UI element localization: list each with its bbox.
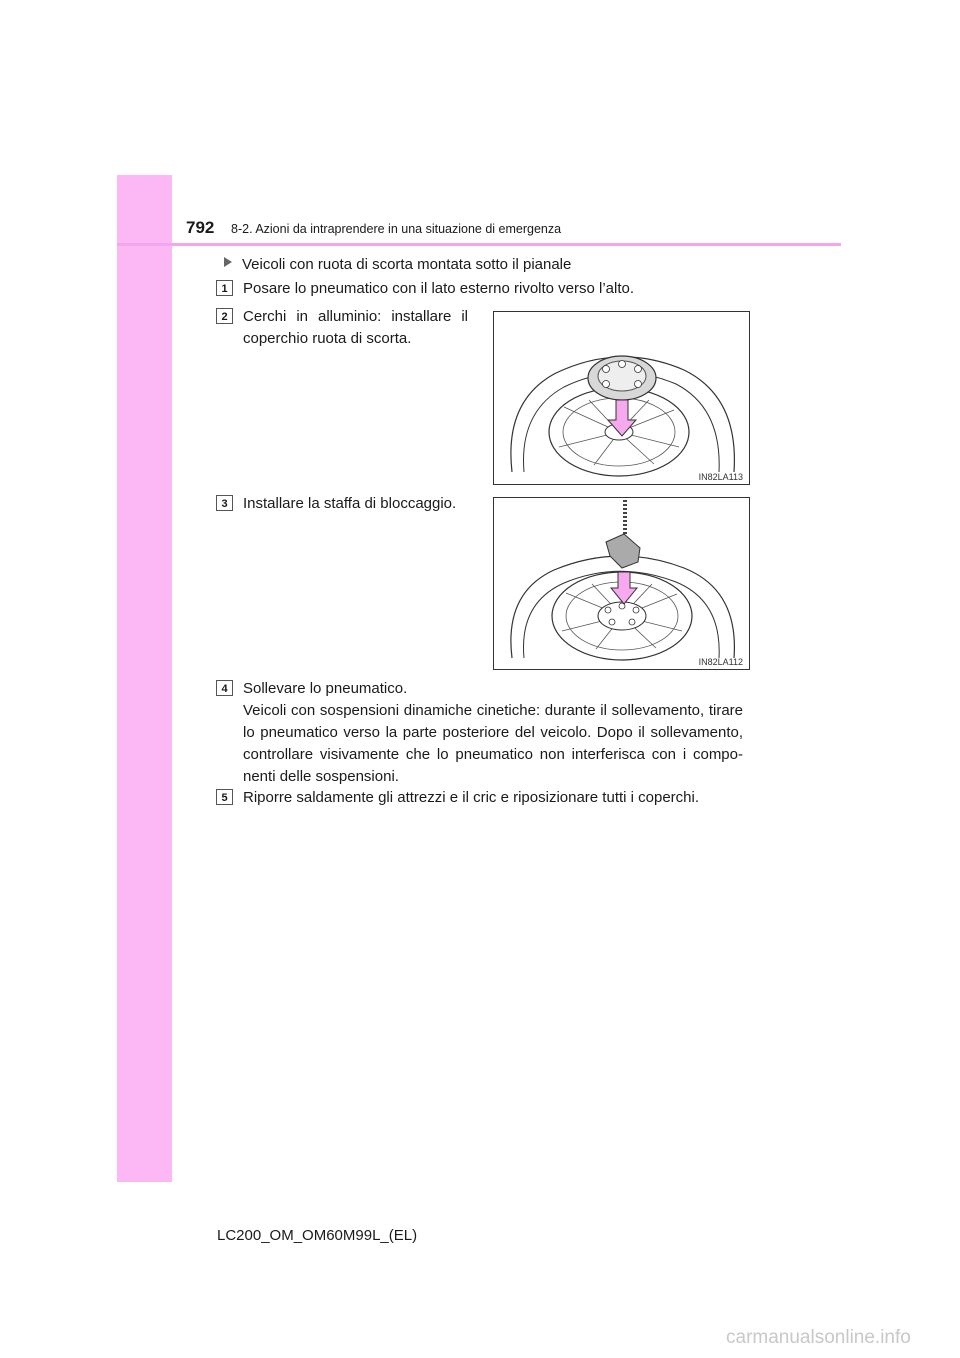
step-number-2: 2 bbox=[216, 308, 233, 324]
chapter-side-tab bbox=[117, 175, 172, 1182]
step-text-3: Installare la staffa di bloccaggio. bbox=[243, 495, 457, 512]
figure-code: IN82LA113 bbox=[698, 472, 743, 482]
header-divider bbox=[117, 243, 841, 246]
locking-bracket-illustration bbox=[494, 498, 749, 669]
page-number: 792 bbox=[186, 218, 215, 237]
triangle-bullet-icon bbox=[224, 257, 232, 267]
step-4-line-2: Veicoli con sospensioni dinamiche cinetiche: durante il sollevamento, tirare lo pneumatico verso la parte posteriore del veicolo. Dopo il sollevamento, controllare visivamente che lo pneumatico non interferisca con i compo-nenti delle sospensioni. bbox=[243, 702, 743, 785]
footer-code: LC200_OM_OM60M99L_(EL) bbox=[217, 1227, 418, 1244]
watermark: carmanualsonline.info bbox=[726, 1327, 911, 1348]
step-text-4 bbox=[243, 678, 743, 788]
step-text-2: Cerchi in alluminio: installare il coperchio ruota di scorta. bbox=[243, 308, 468, 347]
step-number-3: 3 bbox=[216, 495, 233, 511]
figure-locking-bracket bbox=[493, 497, 750, 670]
section-title: 8-2. Azioni da intraprendere in una situazione di emergenza bbox=[231, 222, 562, 236]
step-text-1: Posare lo pneumatico con il lato esterno rivolto verso l’alto. bbox=[243, 280, 635, 297]
subheading-text: Veicoli con ruota di scorta montata sotto il pianale bbox=[242, 256, 572, 273]
step-number-4: 4 bbox=[216, 680, 233, 696]
step-number-1: 1 bbox=[216, 280, 233, 296]
figure-spare-wheel-cover bbox=[493, 311, 750, 485]
step-4-line-1: Sollevare lo pneumatico. bbox=[243, 680, 408, 697]
step-text-5: Riporre saldamente gli attrezzi e il cric e riposizionare tutti i coperchi. bbox=[243, 789, 700, 806]
figure-code: IN82LA112 bbox=[698, 657, 743, 667]
wheel-cover-illustration bbox=[494, 312, 749, 484]
step-number-5: 5 bbox=[216, 789, 233, 805]
